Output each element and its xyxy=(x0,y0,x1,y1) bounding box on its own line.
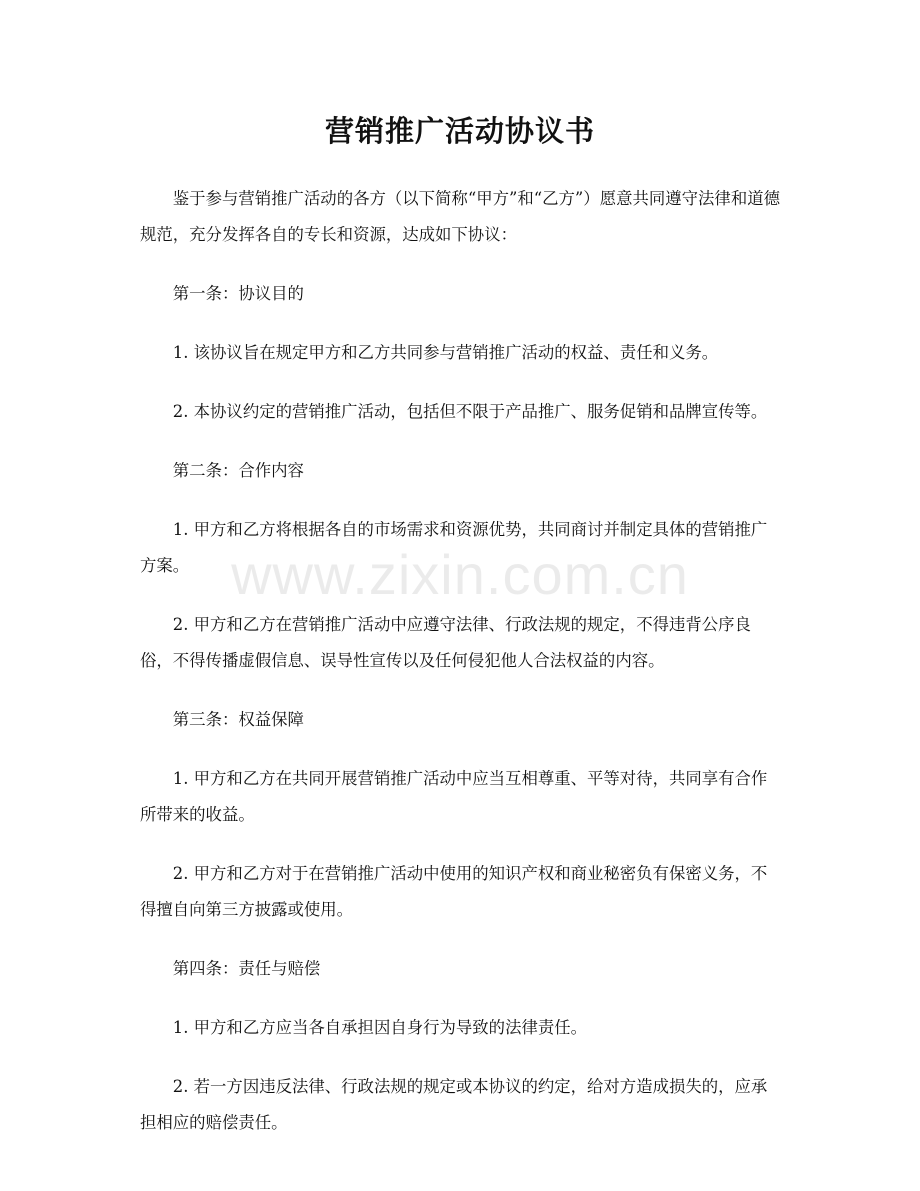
clause-4-1: 1. 甲方和乙方应当各自承担因自身行为导致的法律责任。 xyxy=(172,1018,588,1037)
clause-2-2: 2. 甲方和乙方在营销推广活动中应遵守法律、行政法规的规定，不得违背公序良俗，不得传播虚假信息、误导性宣传以及任何侵犯他人合法权益的内容。 xyxy=(140,615,751,670)
section-heading-1: 第一条：协议目的 xyxy=(172,284,304,303)
document-title: 营销推广活动协议书 xyxy=(324,114,595,148)
clause-1-2: 2. 本协议约定的营销推广活动，包括但不限于产品推广、服务促销和品牌宣传等。 xyxy=(172,402,768,421)
clause-1-1: 1. 该协议旨在规定甲方和乙方共同参与营销推广活动的权益、责任和义务。 xyxy=(172,343,719,362)
clause-2-1: 1. 甲方和乙方将根据各自的市场需求和资源优势，共同商讨并制定具体的营销推广方案。 xyxy=(140,520,768,575)
document-body xyxy=(140,181,782,1164)
clause-3-2: 2. 甲方和乙方对于在营销推广活动中使用的知识产权和商业秘密负有保密义务，不得擅自向第三方披露或使用。 xyxy=(140,864,768,919)
section-heading-3: 第三条：权益保障 xyxy=(172,710,304,729)
section-heading-4: 第四条：责任与赔偿 xyxy=(172,959,321,978)
watermark-text: www.zixin.com.cn xyxy=(231,543,689,606)
intro-paragraph: 鉴于参与营销推广活动的各方（以下简称“甲方”和“乙方”）愿意共同遵守法律和道德规范，充分发挥各自的专长和资源，达成如下协议： xyxy=(140,189,780,244)
clause-4-2: 2. 若一方因违反法律、行政法规的规定或本协议的约定，给对方造成损失的，应承担相应的赔偿责任。 xyxy=(140,1077,768,1132)
section-heading-2: 第二条：合作内容 xyxy=(172,461,304,480)
clause-3-1: 1. 甲方和乙方在共同开展营销推广活动中应当互相尊重、平等对待，共同享有合作所带来的收益。 xyxy=(140,769,768,824)
